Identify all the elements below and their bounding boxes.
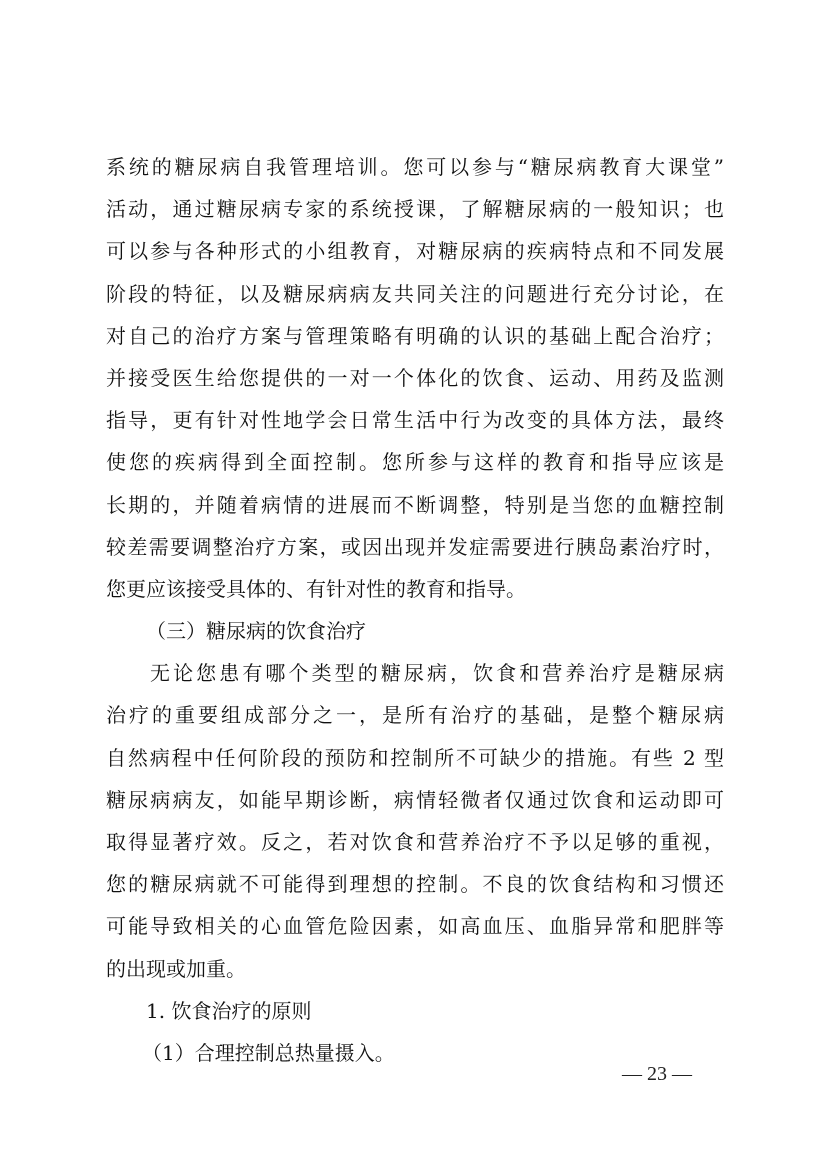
text-line: 可能导致相关的心血管危险因素，如高血压、血脂异常和肥胖等 (106, 914, 724, 939)
text-line: 指导，更有针对性地学会日常生活中行为改变的具体方法，最终 (106, 408, 724, 433)
text-line: 使您的疾病得到全面控制。您所参与这样的教育和指导应该是 (106, 450, 724, 475)
text-line: 您更应该接受具体的、有针对性的教育和指导。 (106, 576, 526, 601)
text-line: 您的糖尿病就不可能得到理想的控制。不良的饮食结构和习惯还 (106, 872, 724, 897)
text-line: 无论您患有哪个类型的糖尿病，饮食和营养治疗是糖尿病 (150, 661, 724, 686)
text-line: 并接受医生给您提供的一对一个体化的饮食、运动、用药及监测 (106, 365, 724, 390)
text-line: 1. 饮食治疗的原则 (146, 998, 312, 1023)
text-line: 系统的糖尿病自我管理培训。您可以参与“糖尿病教育大课堂” (106, 155, 724, 179)
text-line: 治疗的重要组成部分之一，是所有治疗的基础，是整个糖尿病 (106, 703, 724, 728)
body-text (106, 146, 724, 1074)
text-line: 对自己的治疗方案与管理策略有明确的认识的基础上配合治疗； (106, 323, 724, 348)
text-line: 的出现或加重。 (106, 956, 246, 981)
text-line: 长期的，并随着病情的进展而不断调整，特别是当您的血糖控制 (106, 492, 724, 517)
text-line: 取得显著疗效。反之，若对饮食和营养治疗不予以足够的重视， (106, 830, 724, 854)
text-line: （1）合理控制总热量摄入。 (142, 1040, 395, 1065)
text-line: 较差需要调整治疗方案，或因出现并发症需要进行胰岛素治疗时， (106, 534, 724, 559)
section-heading: （三）糖尿病的饮食治疗 (146, 619, 366, 644)
text-line: 阶段的特征，以及糖尿病病友共同关注的问题进行充分讨论，在 (106, 281, 724, 306)
text-line: 自然病程中任何阶段的预防和控制所不可缺少的措施。有些 2 型 (106, 745, 724, 770)
page-number: — 23 — (622, 1063, 692, 1085)
text-line: 可以参与各种形式的小组教育，对糖尿病的疾病特点和不同发展 (106, 239, 724, 264)
text-line: 活动，通过糖尿病专家的系统授课，了解糖尿病的一般知识；也 (106, 197, 724, 222)
text-line: 糖尿病病友，如能早期诊断，病情轻微者仅通过饮食和运动即可 (106, 787, 724, 812)
